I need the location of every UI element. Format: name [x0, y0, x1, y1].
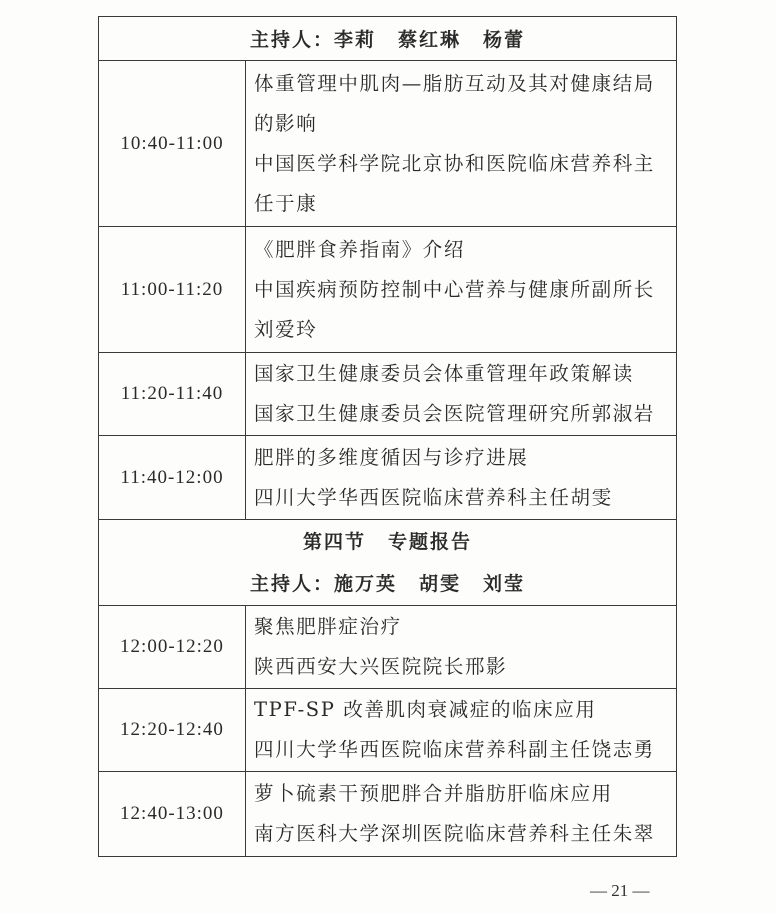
section-header-row: [99, 520, 677, 606]
speaker: 中国医学科学院北京协和医院临床营养科主: [254, 151, 655, 175]
session-title: 聚焦肥胖症治疗: [254, 615, 402, 638]
speaker: 刘爱玲: [254, 317, 318, 341]
speaker: 南方医科大学深圳医院临床营养科主任朱翠: [254, 822, 655, 845]
speaker: 中国疾病预防控制中心营养与健康所副所长: [254, 277, 655, 301]
session-row: [99, 227, 677, 353]
host-cell: [99, 17, 677, 61]
session-detail: [246, 436, 677, 520]
session-time: 12:40-13:00: [99, 772, 246, 857]
speaker: 陕西西安大兴医院院长邢影: [254, 655, 508, 678]
session-detail: [246, 353, 677, 436]
host-name: 胡雯: [419, 572, 462, 595]
session-row: [99, 61, 677, 227]
section-title: [99, 521, 676, 563]
speaker: 四川大学华西医院临床营养科主任胡雯: [254, 485, 613, 509]
session-time: 12:20-12:40: [99, 689, 246, 772]
session-title: 的影响: [254, 111, 318, 135]
session-detail: [246, 61, 677, 227]
session-row: [99, 689, 677, 772]
session-row: [99, 436, 677, 520]
schedule-page: [98, 16, 676, 857]
session-detail: [246, 606, 677, 689]
session-time: 11:00-11:20: [99, 227, 246, 353]
session-title: 萝卜硫素干预肥胖合并脂肪肝临床应用: [254, 782, 613, 805]
section-number: 第四节: [302, 530, 366, 553]
session-title: TPF-SP 改善肌肉衰减症的临床应用: [254, 698, 597, 721]
page-number: — 21 —: [590, 881, 650, 900]
session-row: [99, 606, 677, 689]
speaker: 四川大学华西医院临床营养科副主任饶志勇: [254, 738, 655, 761]
session-time: 10:40-11:00: [99, 61, 246, 227]
session-detail: [246, 689, 677, 772]
host-name: 蔡红琳: [398, 29, 462, 51]
host-row: [99, 17, 677, 61]
session-time: 11:20-11:40: [99, 353, 246, 436]
session-title: 体重管理中肌肉—脂肪互动及其对健康结局: [254, 71, 655, 95]
session-row: [99, 772, 677, 857]
speaker: 国家卫生健康委员会医院管理研究所郭淑岩: [254, 402, 655, 425]
section-header-cell: [99, 520, 677, 606]
section-name: 专题报告: [388, 530, 473, 553]
session-title: 《肥胖食养指南》介绍: [254, 237, 466, 261]
host-name: 杨蕾: [483, 29, 526, 51]
host-name: 施万英: [333, 572, 397, 595]
host-label: 主持人：: [249, 572, 334, 595]
host-name: 刘莹: [483, 572, 526, 595]
session-title: 肥胖的多维度循因与诊疗进展: [254, 445, 529, 469]
session-time: 12:00-12:20: [99, 606, 246, 689]
section-hosts: [99, 563, 676, 605]
speaker: 任于康: [254, 191, 318, 215]
session-row: [99, 353, 677, 436]
session-detail: [246, 772, 677, 857]
host-name: 李莉: [333, 29, 376, 51]
schedule-table: [98, 16, 677, 857]
host-label: 主持人：: [249, 29, 334, 51]
session-detail: [246, 227, 677, 353]
session-title: 国家卫生健康委员会体重管理年政策解读: [254, 362, 634, 385]
session-time: 11:40-12:00: [99, 436, 246, 520]
